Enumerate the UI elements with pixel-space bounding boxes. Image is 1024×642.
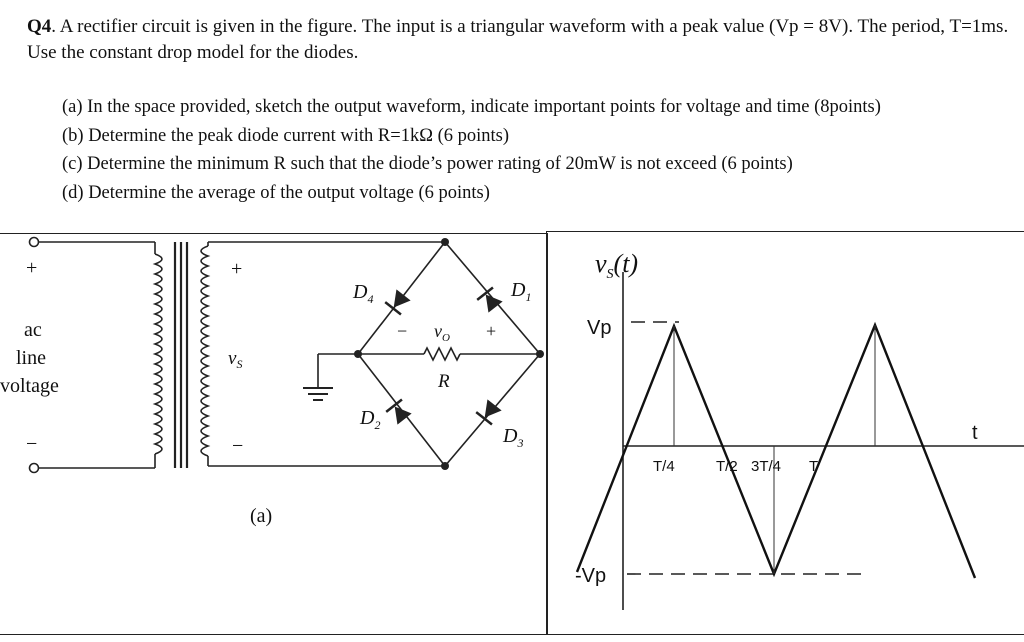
question-parts (62, 93, 881, 207)
primary-coil (155, 254, 162, 454)
secondary-plus-sign: + (231, 258, 243, 280)
circuit-caption: (a) (250, 505, 273, 527)
ac-label-line2: line (16, 347, 46, 369)
d1-label: $D_1$ (511, 279, 532, 304)
input-terminal-bottom (30, 464, 39, 473)
tick-t4: T/4 (653, 458, 675, 475)
vo-minus-sign: − (397, 321, 408, 341)
tick-3t4: 3T/4 (751, 458, 782, 475)
part-b: (b) Determine the peak diode current with R=1kΩ (6 points) (62, 125, 509, 146)
resistor-label: R (438, 371, 450, 392)
waveform-plot (547, 232, 1024, 636)
circuit-panel (0, 233, 548, 635)
diode-d4 (385, 289, 411, 315)
vs-t-title: $v_S(t)$ (595, 249, 639, 282)
input-terminal-top (30, 238, 39, 247)
d4-label: $D_4$ (353, 281, 374, 306)
neg-vp-label: -Vp (575, 565, 607, 587)
vo-label: $v_O$ (434, 321, 450, 344)
t-axis-label: t (972, 422, 978, 444)
question-body: . A rectifier circuit is given in the figure. The input is a triangular waveform with a peak value (Vp = 8V). The period, T=1ms. Use the constant drop model for the diodes. (27, 16, 1009, 63)
part-a: (a) In the space provided, sketch the output waveform, indicate important points for voltage and time (8points) (62, 97, 881, 117)
question-text (27, 14, 1012, 66)
d3-label: $D_3$ (503, 425, 524, 450)
tick-t: T (809, 458, 819, 475)
vo-plus-sign: + (486, 321, 497, 341)
resistor (424, 348, 460, 360)
ac-label-line3: voltage (0, 375, 59, 397)
part-c: (c) Determine the minimum R such that the diode’s power rating of 20mW is not exceed (6 points) (62, 154, 793, 174)
question-number: Q4 (27, 16, 52, 37)
tick-t2: T/2 (716, 458, 738, 475)
part-d: (d) Determine the average of the output voltage (6 points) (62, 182, 490, 203)
input-plus-sign: + (26, 257, 38, 279)
waveform-panel (546, 231, 1024, 635)
vs-label: $v_S$ (228, 348, 243, 371)
ac-label-line1: ac (24, 319, 42, 341)
secondary-minus-sign: − (232, 435, 244, 457)
diode-d2 (386, 400, 412, 426)
diode-d1 (477, 288, 503, 314)
input-minus-sign: − (26, 433, 38, 455)
secondary-coil (201, 246, 208, 456)
circuit-diagram (0, 234, 548, 636)
d2-label: $D_2$ (360, 407, 381, 432)
triangle-waveform (577, 325, 975, 578)
vp-label: Vp (587, 317, 612, 339)
